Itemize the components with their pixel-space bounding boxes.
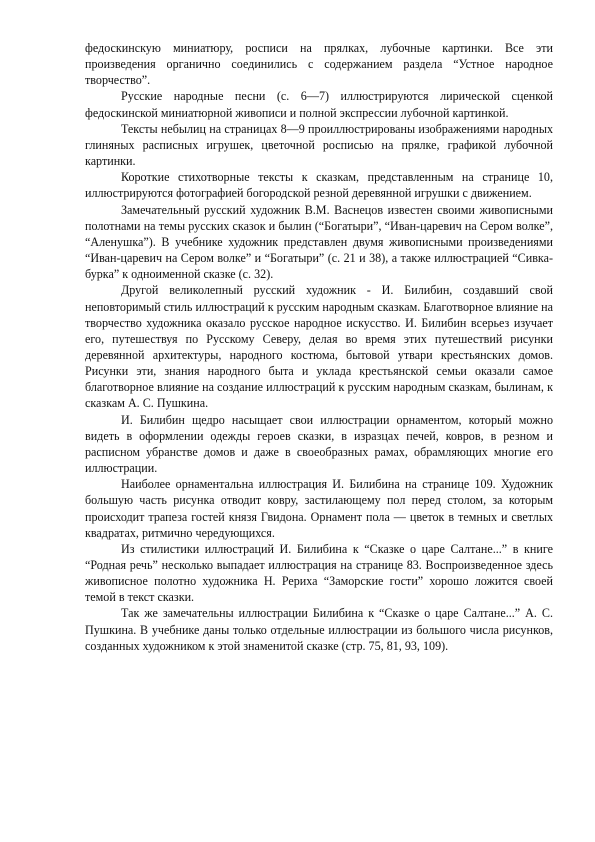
paragraph-1: федоскинскую миниатюру, росписи на прялках, лубочные картинки. Все эти произведения органично соединились с содержанием раздела “Устное народное творчество”. [85, 41, 553, 88]
paragraph-3: Тексты небылиц на страницах 8—9 проиллюстрированы изображениями народных глиняных расписных игрушек, цветочной росписью на прялке, графикой лубочной картинки. [85, 121, 553, 169]
paragraph-4: Короткие стихотворные тексты к сказкам, представленным на странице 10, иллюстрируются фотографией богородской резной деревянной игрушки с движением. [85, 170, 553, 201]
paragraph-10: Так же замечательны иллюстрации Билибина к “Сказке о царе Салтане...” А. С. Пушкина. В учебнике даны только отдельные иллюстрации из большого числа рисунков, созданных художником к этой знаменитой сказке (стр. 75, 81, 93, 109). [85, 606, 553, 653]
paragraph-6: Другой великолепный русский художник - И. Билибин, создавший свой неповторимый стиль иллюстраций к русским народным сказкам. Благотворное влияние на творчество художника оказало русское народное искусство. И. Билибин всерьез изучает его, путешествуя по Русскому Северу, делая во время этих путешествий рисунки деревянной архитектуры, народного костюма, бытовой утвари крестьянских домов. Рисунки эти, знания народного быта и уклада крестьянской семьи оказали самое благотворное влияние на создание иллюстраций к русским народным сказкам, былинам, к сказкам А. С. Пушкина. [85, 283, 553, 411]
paragraph-5: Замечательный русский художник В.М. Васнецов известен своими живописными полотнами на темы русских сказок и былин (“Богатыри”, “Иван-царевич на Сером волке”, “Аленушка”). В учебнике художник представлен двумя живописными произведениями “Иван-царевич на Сером волке” и “Богатыри” (с. 21 и 38), а также иллюстрацией “Сивка-бурка” к одноименной сказке (с. 32). [85, 202, 553, 282]
paragraph-9: Из стилистики иллюстраций И. Билибина к “Сказке о царе Салтане...” в книге “Родная речь” несколько выпадает иллюстрация на странице 83. Воспроизведенное здесь живописное полотно художника Н. Рериха “Заморские гости” хорошо ложится своей темой в текст сказки. [85, 541, 553, 605]
document-page [85, 40, 553, 654]
paragraph-7: И. Билибин щедро насыщает свои иллюстрации орнаментом, который можно видеть в оформлении одежды героев сказки, в изразцах печей, ковров, в резном и расписном убранстве домов и даже в своеобразных рамах, обрамляющих многие его иллюстрации. [85, 412, 553, 476]
paragraph-2: Русские народные песни (с. 6—7) иллюстрируются лирической сценкой федоскинской миниатюрной живописи и полной экспрессии лубочной картинкой. [85, 89, 553, 120]
paragraph-8: Наиболее орнаментальна иллюстрация И. Билибина на странице 109. Художник большую часть рисунка отводит ковру, застилающему пол перед столом, за которым происходит трапеза гостей князя Гвидона. Орнамент пола — цветок в темных и светлых квадратах, ритмично чередующихся. [85, 477, 553, 540]
